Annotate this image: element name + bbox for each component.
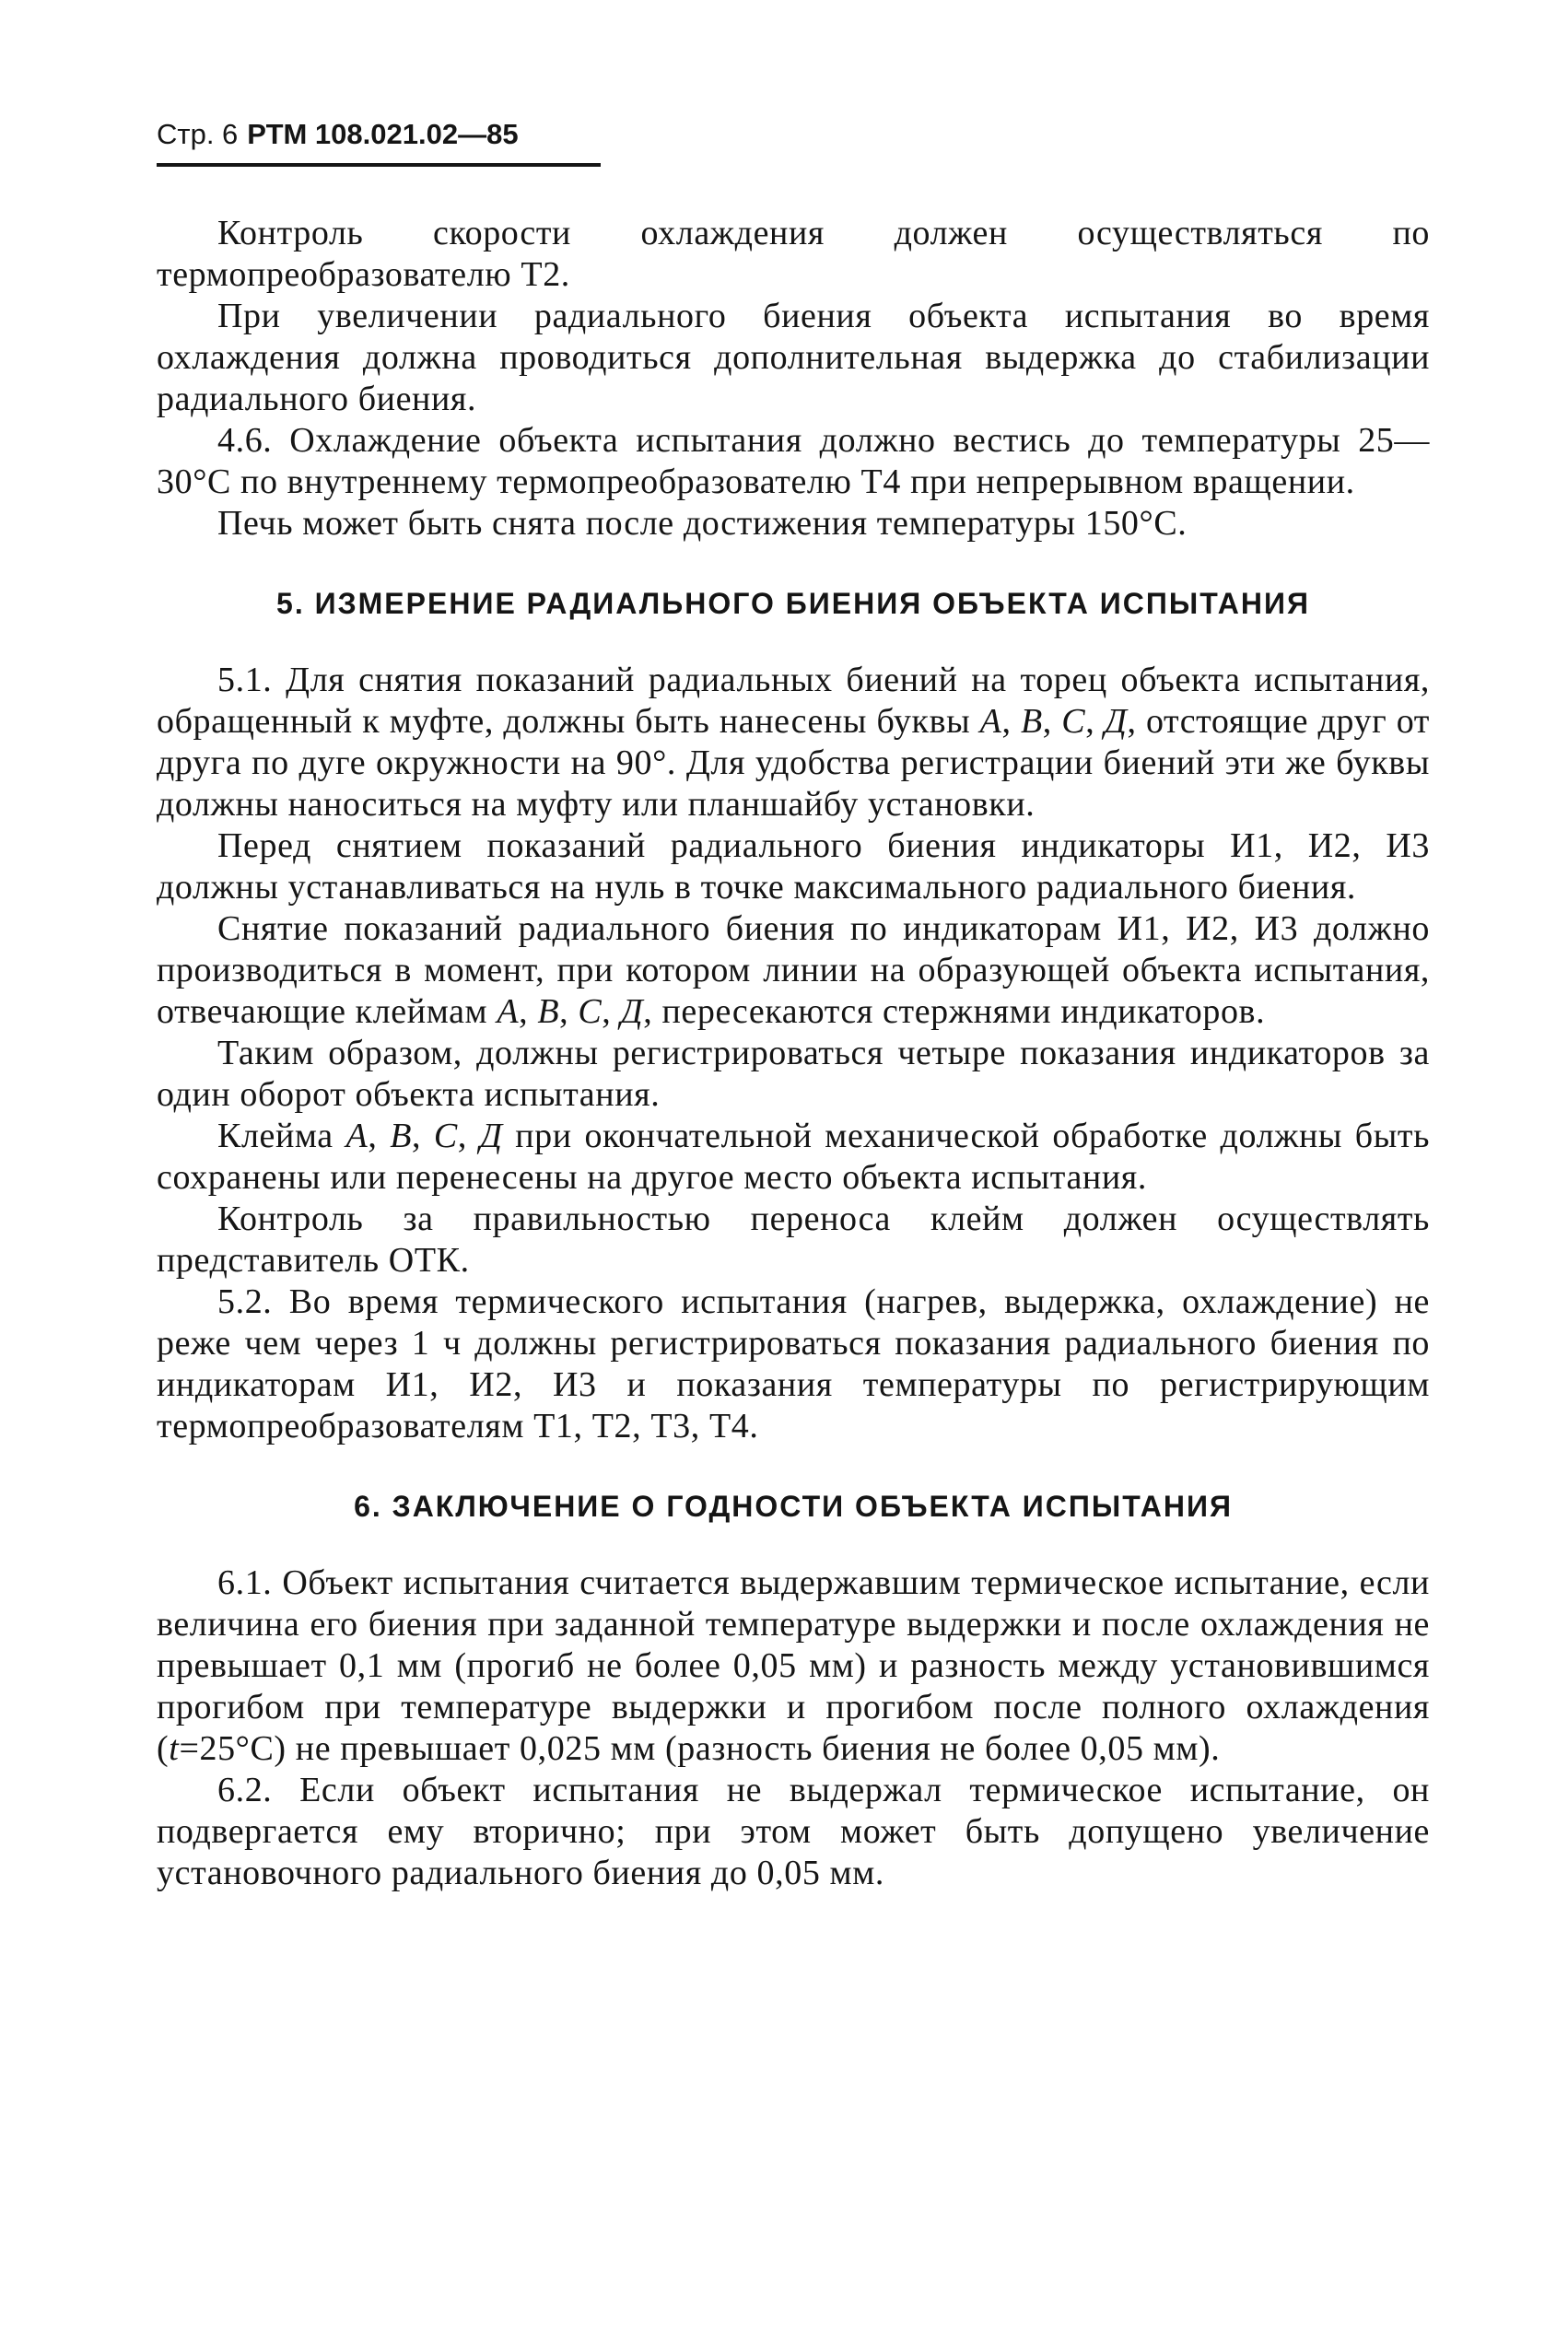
text-run: 5.1. Для снятия показаний радиальных биений на торец объекта испытания, обращенный к муфте, должны быть нанесены буквы <box>157 661 1430 741</box>
text-run: =25°С) не превышает 0,025 мм (разность биения не более 0,05 мм). <box>179 1729 1221 1768</box>
text-run: Контроль за правильностью переноса клейм должен осуществлять представитель ОТК. <box>157 1200 1430 1280</box>
text-run: Печь может быть снята после достижения температуры 150°С. <box>217 504 1188 543</box>
text-run: , <box>412 1117 434 1155</box>
section-heading <box>157 587 1430 621</box>
text-run: , <box>368 1117 391 1155</box>
paragraph <box>157 1282 1430 1447</box>
italic-text: В <box>390 1117 413 1155</box>
text-run: 5. ИЗМЕРЕНИЕ РАДИАЛЬНОГО БИЕНИЯ ОБЪЕКТА ИСПЫТАНИЯ <box>276 587 1310 620</box>
paragraph <box>157 825 1430 908</box>
text-run: Клейма <box>217 1117 346 1155</box>
text-run: , <box>519 992 538 1031</box>
text-run: Таким образом, должны регистрироваться четыре показания индикаторов за один оборот объекта испытания. <box>157 1034 1430 1114</box>
italic-text: Д <box>479 1117 503 1155</box>
text-run: 5.2. Во время термического испытания (нагрев, выдержка, охлаждение) не реже чем через 1 ч должны регистрироваться показания радиального биения по индикаторам И1, И2, И3 и показания температуры по регистрирующим термопреобразователям Т1, Т2, Т3, Т4. <box>157 1282 1430 1445</box>
text-run: 4.6. Охлаждение объекта испытания должно вестись до температуры 25—30°С по внутреннему термопреобразователю Т4 при непрерывном вращении. <box>157 421 1430 501</box>
page-header <box>157 120 601 167</box>
text-run: 6.2. Если объект испытания не выдержал термическое испытание, он подвергается ему вторично; при этом может быть допущено увеличение установочного радиального биения до 0,05 мм. <box>157 1771 1430 1892</box>
paragraph <box>157 1770 1430 1894</box>
document-code: РТМ 108.021.02—85 <box>247 118 519 150</box>
paragraph <box>157 1116 1430 1199</box>
page-number: Стр. 6 <box>157 118 239 150</box>
text-run: Перед снятием показаний радиального биения индикаторы И1, И2, И3 должны устанавливаться на нуль в точке максимального радиального биения. <box>157 826 1430 907</box>
italic-text: С <box>578 992 603 1031</box>
italic-text: А <box>497 992 520 1031</box>
paragraph <box>157 1033 1430 1116</box>
text-run: , <box>559 992 579 1031</box>
italic-text: Д <box>620 992 644 1031</box>
italic-text: В <box>1020 702 1043 741</box>
text-run: при окончательной механической обработке должны быть сохранены или перенесены на другое место объекта испытания. <box>157 1117 1431 1197</box>
italic-text: t <box>169 1729 180 1768</box>
italic-text: А <box>345 1117 369 1155</box>
document-body <box>157 213 1430 1894</box>
text-run: 6. ЗАКЛЮЧЕНИЕ О ГОДНОСТИ ОБЪЕКТА ИСПЫТАНИЯ <box>354 1490 1233 1523</box>
italic-text: В <box>537 992 560 1031</box>
text-run: 6.1. Объект испытания считается выдержавшим термическое испытание, если величина его биения при заданной температуре выдержки и после охлаждения не превышает 0,1 мм (прогиб не более 0,05 мм) и разность между установившимся прогибом при температуре выдержки и прогибом после полного охлаждения ( <box>157 1563 1430 1768</box>
section-heading <box>157 1490 1430 1524</box>
italic-text: С <box>1061 702 1086 741</box>
text-run: , <box>1042 702 1062 741</box>
text-run: При увеличении радиального биения объекта испытания во время охлаждения должна проводиться дополнительная выдержка до стабилизации радиального биения. <box>157 297 1430 418</box>
text-run: , <box>602 992 621 1031</box>
text-run: , отстоящие друг от друга по дуге окружности на 90°. Для удобства регистрации биений эти же буквы должны наноситься на муфту или планшайбу установки. <box>157 702 1430 824</box>
italic-text: А <box>979 702 1002 741</box>
text-run: Контроль скорости охлаждения должен осуществляться по термопреобразователю Т2. <box>157 214 1430 294</box>
paragraph <box>157 1562 1430 1770</box>
paragraph <box>157 213 1430 296</box>
text-run: , пересекаются стержнями индикаторов. <box>643 992 1266 1031</box>
paragraph <box>157 503 1430 544</box>
document-page <box>157 120 1430 1894</box>
paragraph <box>157 296 1430 420</box>
text-run: , <box>1085 702 1105 741</box>
paragraph <box>157 420 1430 503</box>
paragraph <box>157 660 1430 825</box>
italic-text: С <box>433 1117 458 1155</box>
italic-text: Д <box>1104 702 1128 741</box>
text-run: , <box>457 1117 480 1155</box>
text-run: , <box>1001 702 1021 741</box>
paragraph <box>157 908 1430 1033</box>
text-run: Снятие показаний радиального биения по индикаторам И1, И2, И3 должно производиться в момент, при котором линии на образующей объекта испытания, отвечающие клеймам <box>157 909 1430 1031</box>
paragraph <box>157 1199 1430 1282</box>
